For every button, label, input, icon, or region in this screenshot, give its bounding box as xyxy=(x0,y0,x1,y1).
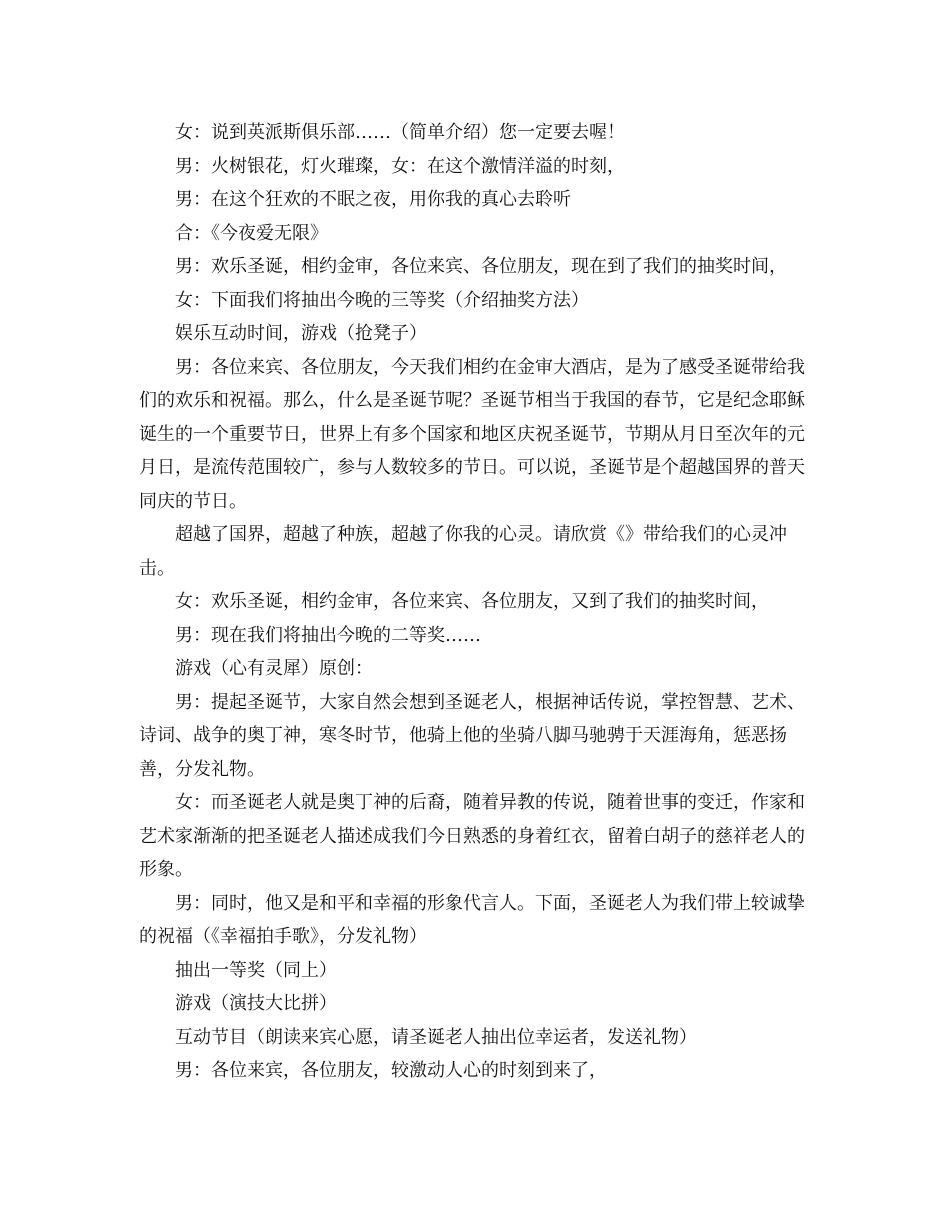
paragraph-10: 女：欢乐圣诞，相约金审，各位来宾、各位朋友，又到了我们的抽奖时间， xyxy=(175,591,769,612)
paragraph-9: 超越了国界，超越了种族，超越了你我的心灵。请欣赏《》带给我们的心灵冲击。 xyxy=(139,524,787,579)
paragraph-11: 男：现在我们将抽出今晚的二等奖…… xyxy=(175,624,481,646)
paragraph-6: 女：下面我们将抽出今晚的三等奖（介绍抽奖方法） xyxy=(175,289,589,311)
document-body xyxy=(139,116,819,1088)
paragraph-3: 男：在这个狂欢的不眠之夜，用你我的真心去聆听 xyxy=(175,189,571,210)
paragraph-4: 合：《今夜爱无限》 xyxy=(175,222,328,244)
paragraph-2: 男：火树银花，灯火璀璨，女：在这个激情洋溢的时刻， xyxy=(175,155,625,177)
paragraph-14: 女：而圣诞老人就是奥丁神的后裔，随着异教的传说，随着世事的变迁，作家和艺术家渐渐的把圣诞老人描述成我们今日熟悉的身着红衣，留着白胡子的慈祥老人的形象。 xyxy=(139,792,805,880)
paragraph-15: 男：同时，他又是和平和幸福的形象代言人。下面，圣诞老人为我们带上较诚挚的祝福（《幸福拍手歌》，分发礼物） xyxy=(139,892,805,947)
paragraph-19: 男：各位来宾，各位朋友，较激动人心的时刻到来了， xyxy=(175,1060,607,1081)
paragraph-12: 游戏（心有灵犀）原创： xyxy=(175,658,373,679)
paragraph-18: 互动节目（朗读来宾心愿，请圣诞老人抽出位幸运者，发送礼物） xyxy=(175,1026,697,1048)
paragraph-13: 男：提起圣诞节，大家自然会想到圣诞老人，根据神话传说，掌控智慧、艺术、诗词、战争的奥丁神，寒冬时节，他骑上他的坐骑八脚马驰骋于天涯海角，惩恶扬善，分发礼物。 xyxy=(139,691,805,780)
paragraph-5: 男：欢乐圣诞，相约金审，各位来宾、各位朋友，现在到了我们的抽奖时间， xyxy=(175,256,787,277)
paragraph-17: 游戏（演技大比拼） xyxy=(175,993,337,1014)
paragraph-8: 男：各位来宾、各位朋友，今天我们相约在金审大酒店，是为了感受圣诞带给我们的欢乐和祝福。那么，什么是圣诞节呢？圣诞节相当于我国的春节，它是纪念耶稣诞生的一个重要节日，世界上有多个国家和地区庆祝圣诞节，节期从月日至次年的元月日，是流传范围较广，参与人数较多的节日。可以说，圣诞节是个超越国界的普天同庆的节日。 xyxy=(139,356,805,512)
paragraph-16: 抽出一等奖（同上） xyxy=(175,959,337,981)
paragraph-7: 娱乐互动时间，游戏（抢凳子） xyxy=(175,323,427,344)
paragraph-1: 女：说到英派斯俱乐部……（简单介绍）您一定要去喔！ xyxy=(175,122,625,143)
